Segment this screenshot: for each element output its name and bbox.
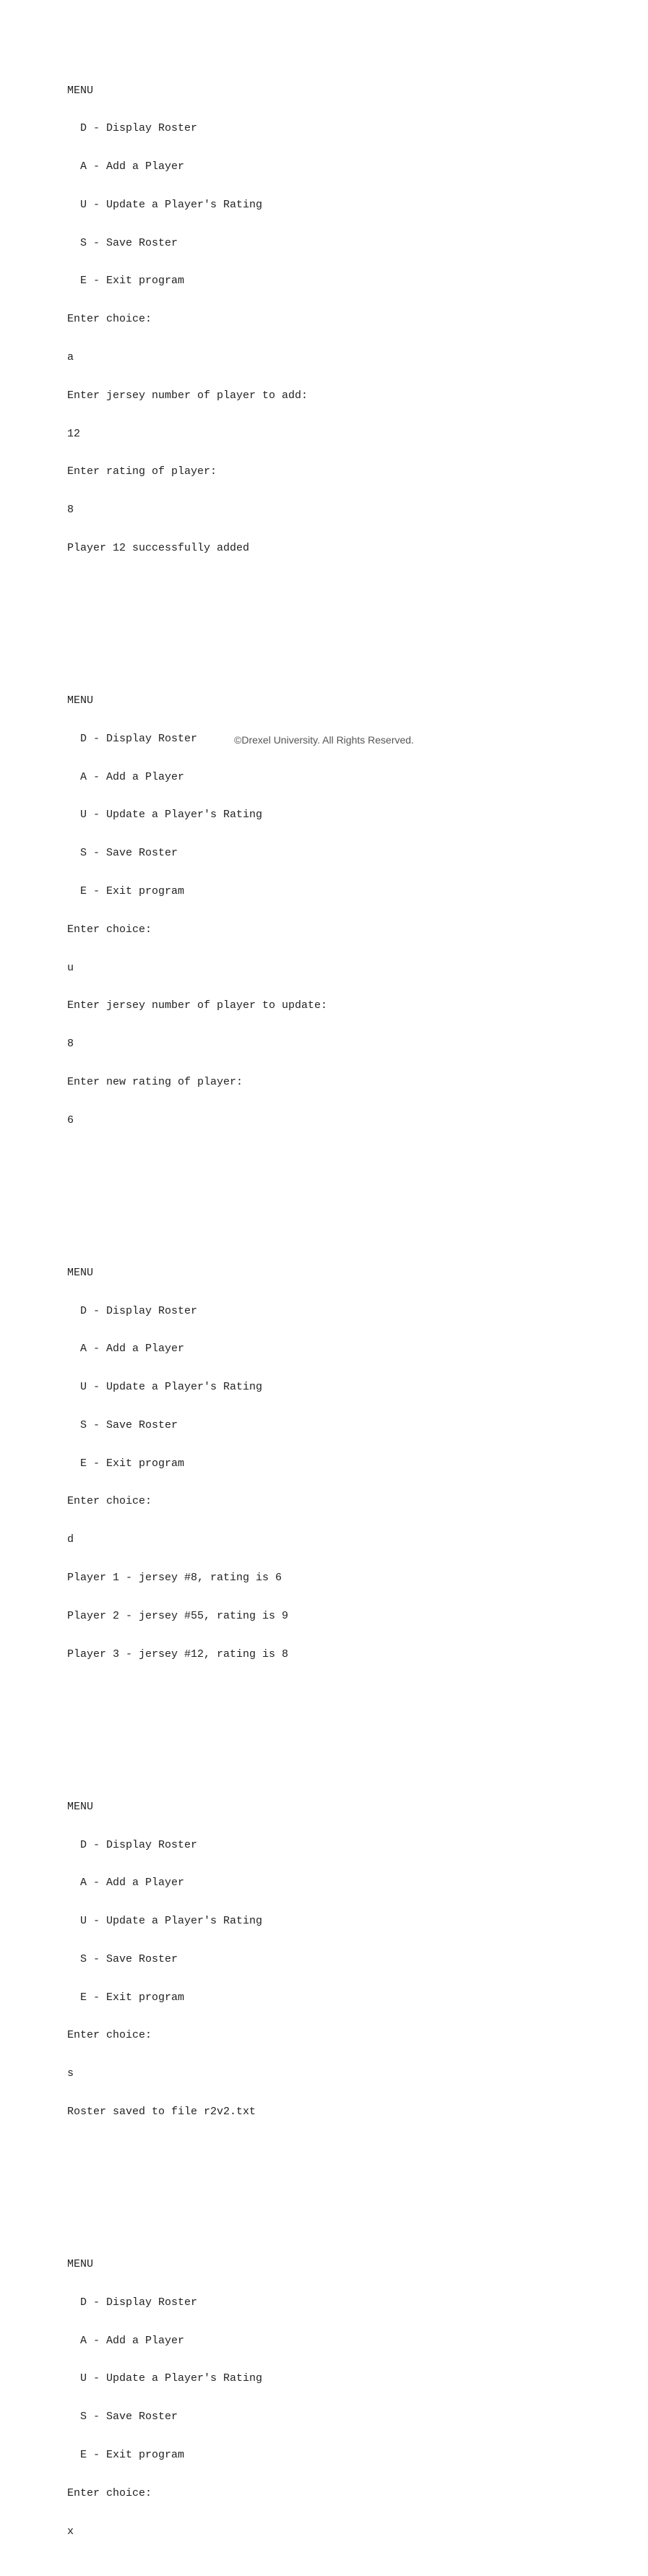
- menu-title: MENU: [67, 2258, 94, 2271]
- menu-item-exit: E - Exit program: [80, 1991, 185, 2004]
- menu-item-save: S - Save Roster: [80, 847, 178, 860]
- output-message: Player 12 successfully added: [67, 541, 250, 554]
- roster-line: Player 3 - jersey #12, rating is 8: [67, 1647, 289, 1660]
- menu-item-save: S - Save Roster: [80, 236, 178, 249]
- menu-title: MENU: [67, 84, 94, 97]
- menu-item-exit: E - Exit program: [80, 884, 185, 897]
- copyright-footer: ©Drexel University. All Rights Reserved.: [234, 734, 414, 746]
- menu-item-add: A - Add a Player: [80, 160, 185, 173]
- menu-item-display: D - Display Roster: [80, 122, 198, 135]
- user-input: 6: [67, 1113, 74, 1127]
- menu-item-add: A - Add a Player: [80, 1877, 185, 1890]
- menu-item-add: A - Add a Player: [80, 2334, 185, 2347]
- output-message: Roster saved to file r2v2.txt: [67, 2105, 256, 2118]
- menu-item-save: S - Save Roster: [80, 1418, 178, 1431]
- menu-item-exit: E - Exit program: [80, 275, 185, 288]
- user-input: 8: [67, 504, 74, 517]
- user-input: s: [67, 2067, 74, 2080]
- menu-item-add: A - Add a Player: [80, 770, 185, 783]
- menu-title: MENU: [67, 694, 94, 707]
- prompt-rating: Enter rating of player:: [67, 465, 217, 478]
- choice-prompt: Enter choice:: [67, 2029, 152, 2042]
- menu-item-display: D - Display Roster: [80, 1304, 198, 1317]
- menu-item-exit: E - Exit program: [80, 1457, 185, 1470]
- menu-item-update: U - Update a Player's Rating: [80, 809, 263, 822]
- choice-prompt: Enter choice:: [67, 1495, 152, 1508]
- prompt-jersey-update: Enter jersey number of player to update:: [67, 999, 328, 1012]
- roster-line: Player 1 - jersey #8, rating is 6: [67, 1572, 282, 1585]
- user-input: 12: [67, 427, 81, 440]
- menu-item-update: U - Update a Player's Rating: [80, 1381, 263, 1394]
- menu-block: [67, 1241, 327, 1687]
- user-input: d: [67, 1533, 74, 1546]
- menu-item-display: D - Display Roster: [80, 1838, 198, 1851]
- blank-line: [67, 606, 327, 619]
- console-transcript: [67, 8, 327, 2576]
- menu-block: [67, 2233, 327, 2563]
- menu-item-update: U - Update a Player's Rating: [80, 1915, 263, 1928]
- prompt-new-rating: Enter new rating of player:: [67, 1075, 243, 1088]
- menu-item-display: D - Display Roster: [80, 2296, 198, 2309]
- user-input: u: [67, 961, 74, 974]
- menu-item-display: D - Display Roster: [80, 732, 198, 745]
- menu-item-update: U - Update a Player's Rating: [80, 2372, 263, 2385]
- menu-block: [67, 59, 327, 580]
- choice-prompt: Enter choice:: [67, 2486, 152, 2499]
- menu-item-update: U - Update a Player's Rating: [80, 198, 263, 211]
- choice-prompt: Enter choice:: [67, 313, 152, 326]
- user-input: x: [67, 2525, 74, 2538]
- menu-block: [67, 1775, 327, 2144]
- choice-prompt: Enter choice:: [67, 923, 152, 936]
- menu-item-exit: E - Exit program: [80, 2449, 185, 2461]
- roster-line: Player 2 - jersey #55, rating is 9: [67, 1609, 289, 1622]
- menu-item-add: A - Add a Player: [80, 1343, 185, 1356]
- blank-line: [67, 2169, 327, 2182]
- menu-item-save: S - Save Roster: [80, 2411, 178, 2424]
- user-input: a: [67, 351, 74, 364]
- blank-line: [67, 1712, 327, 1725]
- blank-line: [67, 1178, 327, 1191]
- menu-item-save: S - Save Roster: [80, 1952, 178, 1965]
- user-input: 8: [67, 1038, 74, 1051]
- menu-title: MENU: [67, 1800, 94, 1813]
- prompt-jersey-add: Enter jersey number of player to add:: [67, 389, 308, 402]
- menu-title: MENU: [67, 1266, 94, 1279]
